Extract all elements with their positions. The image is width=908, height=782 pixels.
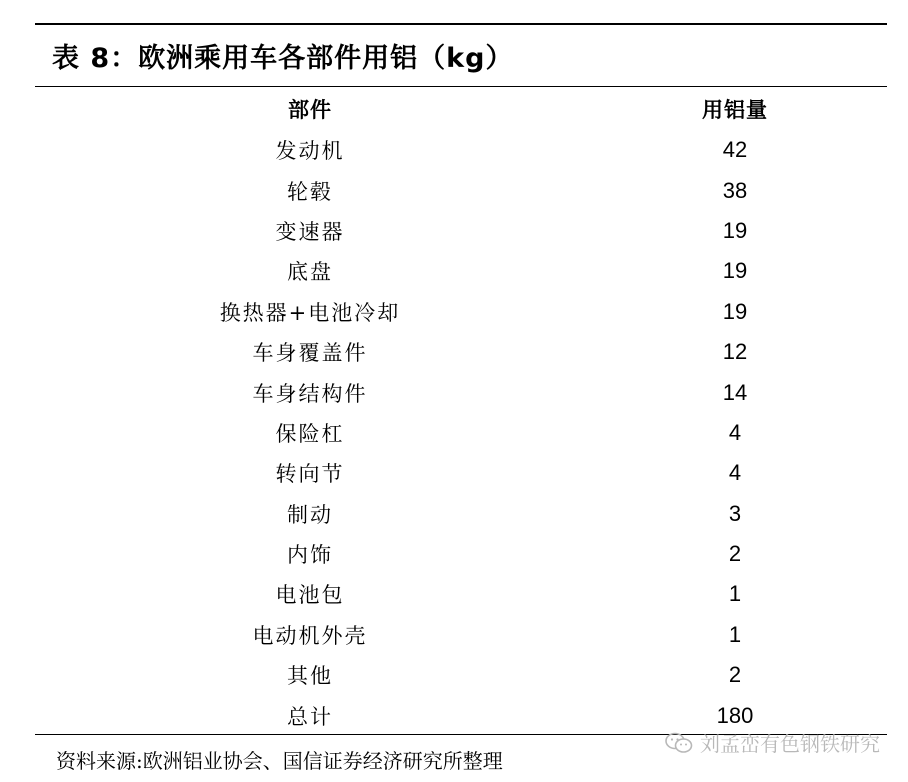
table-row <box>35 655 887 695</box>
aluminum-value: 19 <box>722 258 748 284</box>
table-row <box>35 494 887 534</box>
aluminum-usage-table <box>35 88 887 736</box>
aluminum-value: 4 <box>728 419 742 445</box>
part-name: 其他 <box>287 664 333 689</box>
aluminum-value: 3 <box>728 500 742 526</box>
watermark <box>664 728 880 757</box>
table-row <box>35 615 887 655</box>
title-rule <box>35 86 887 87</box>
aluminum-value: 38 <box>722 177 748 203</box>
table-row <box>35 453 887 493</box>
table-row <box>35 251 887 291</box>
source-note: 资料来源:欧洲铝业协会、国信证券经济研究所整理 <box>56 749 503 773</box>
aluminum-value: 4 <box>728 460 742 486</box>
part-name: 制动 <box>287 502 333 527</box>
part-name: 底盘 <box>287 260 333 285</box>
aluminum-value: 12 <box>722 339 748 365</box>
part-name: 变速器 <box>275 219 345 244</box>
part-name: 轮毂 <box>287 179 333 204</box>
aluminum-value: 2 <box>728 662 742 688</box>
table-row <box>35 413 887 453</box>
table-row <box>35 574 887 614</box>
part-name: 换热器+电池冷却 <box>219 300 401 325</box>
part-name: 内饰 <box>287 543 333 568</box>
watermark-text: 刘孟峦有色钢铁研究 <box>700 732 880 756</box>
aluminum-value: 1 <box>728 621 742 647</box>
part-name: 保险杠 <box>275 421 345 446</box>
aluminum-value: 180 <box>716 702 754 728</box>
aluminum-value: 2 <box>728 541 742 567</box>
table-row <box>35 534 887 574</box>
part-name: 车身覆盖件 <box>252 341 368 366</box>
aluminum-value: 1 <box>728 581 742 607</box>
top-rule <box>35 23 887 25</box>
part-name: 发动机 <box>275 139 345 164</box>
part-name: 转向节 <box>275 462 345 487</box>
aluminum-value: 42 <box>722 137 748 163</box>
table-body <box>35 130 887 736</box>
table-row <box>35 211 887 251</box>
header-part: 部件 <box>288 98 332 122</box>
table-row <box>35 130 887 170</box>
part-name: 电池包 <box>275 583 345 608</box>
wechat-icon <box>664 731 694 755</box>
header-aluminum: 用铝量 <box>702 98 768 122</box>
table-title: 表 8：欧洲乘用车各部件用铝（kg） <box>52 43 514 74</box>
aluminum-value: 19 <box>722 217 748 243</box>
aluminum-value: 19 <box>722 298 748 324</box>
part-name: 总计 <box>287 704 333 729</box>
table-row <box>35 372 887 412</box>
table-row <box>35 332 887 372</box>
table-row <box>35 170 887 210</box>
part-name: 车身结构件 <box>252 381 368 406</box>
part-name: 电动机外壳 <box>252 623 368 648</box>
table-row <box>35 292 887 332</box>
aluminum-value: 14 <box>722 379 748 405</box>
table-header-row <box>35 88 887 130</box>
